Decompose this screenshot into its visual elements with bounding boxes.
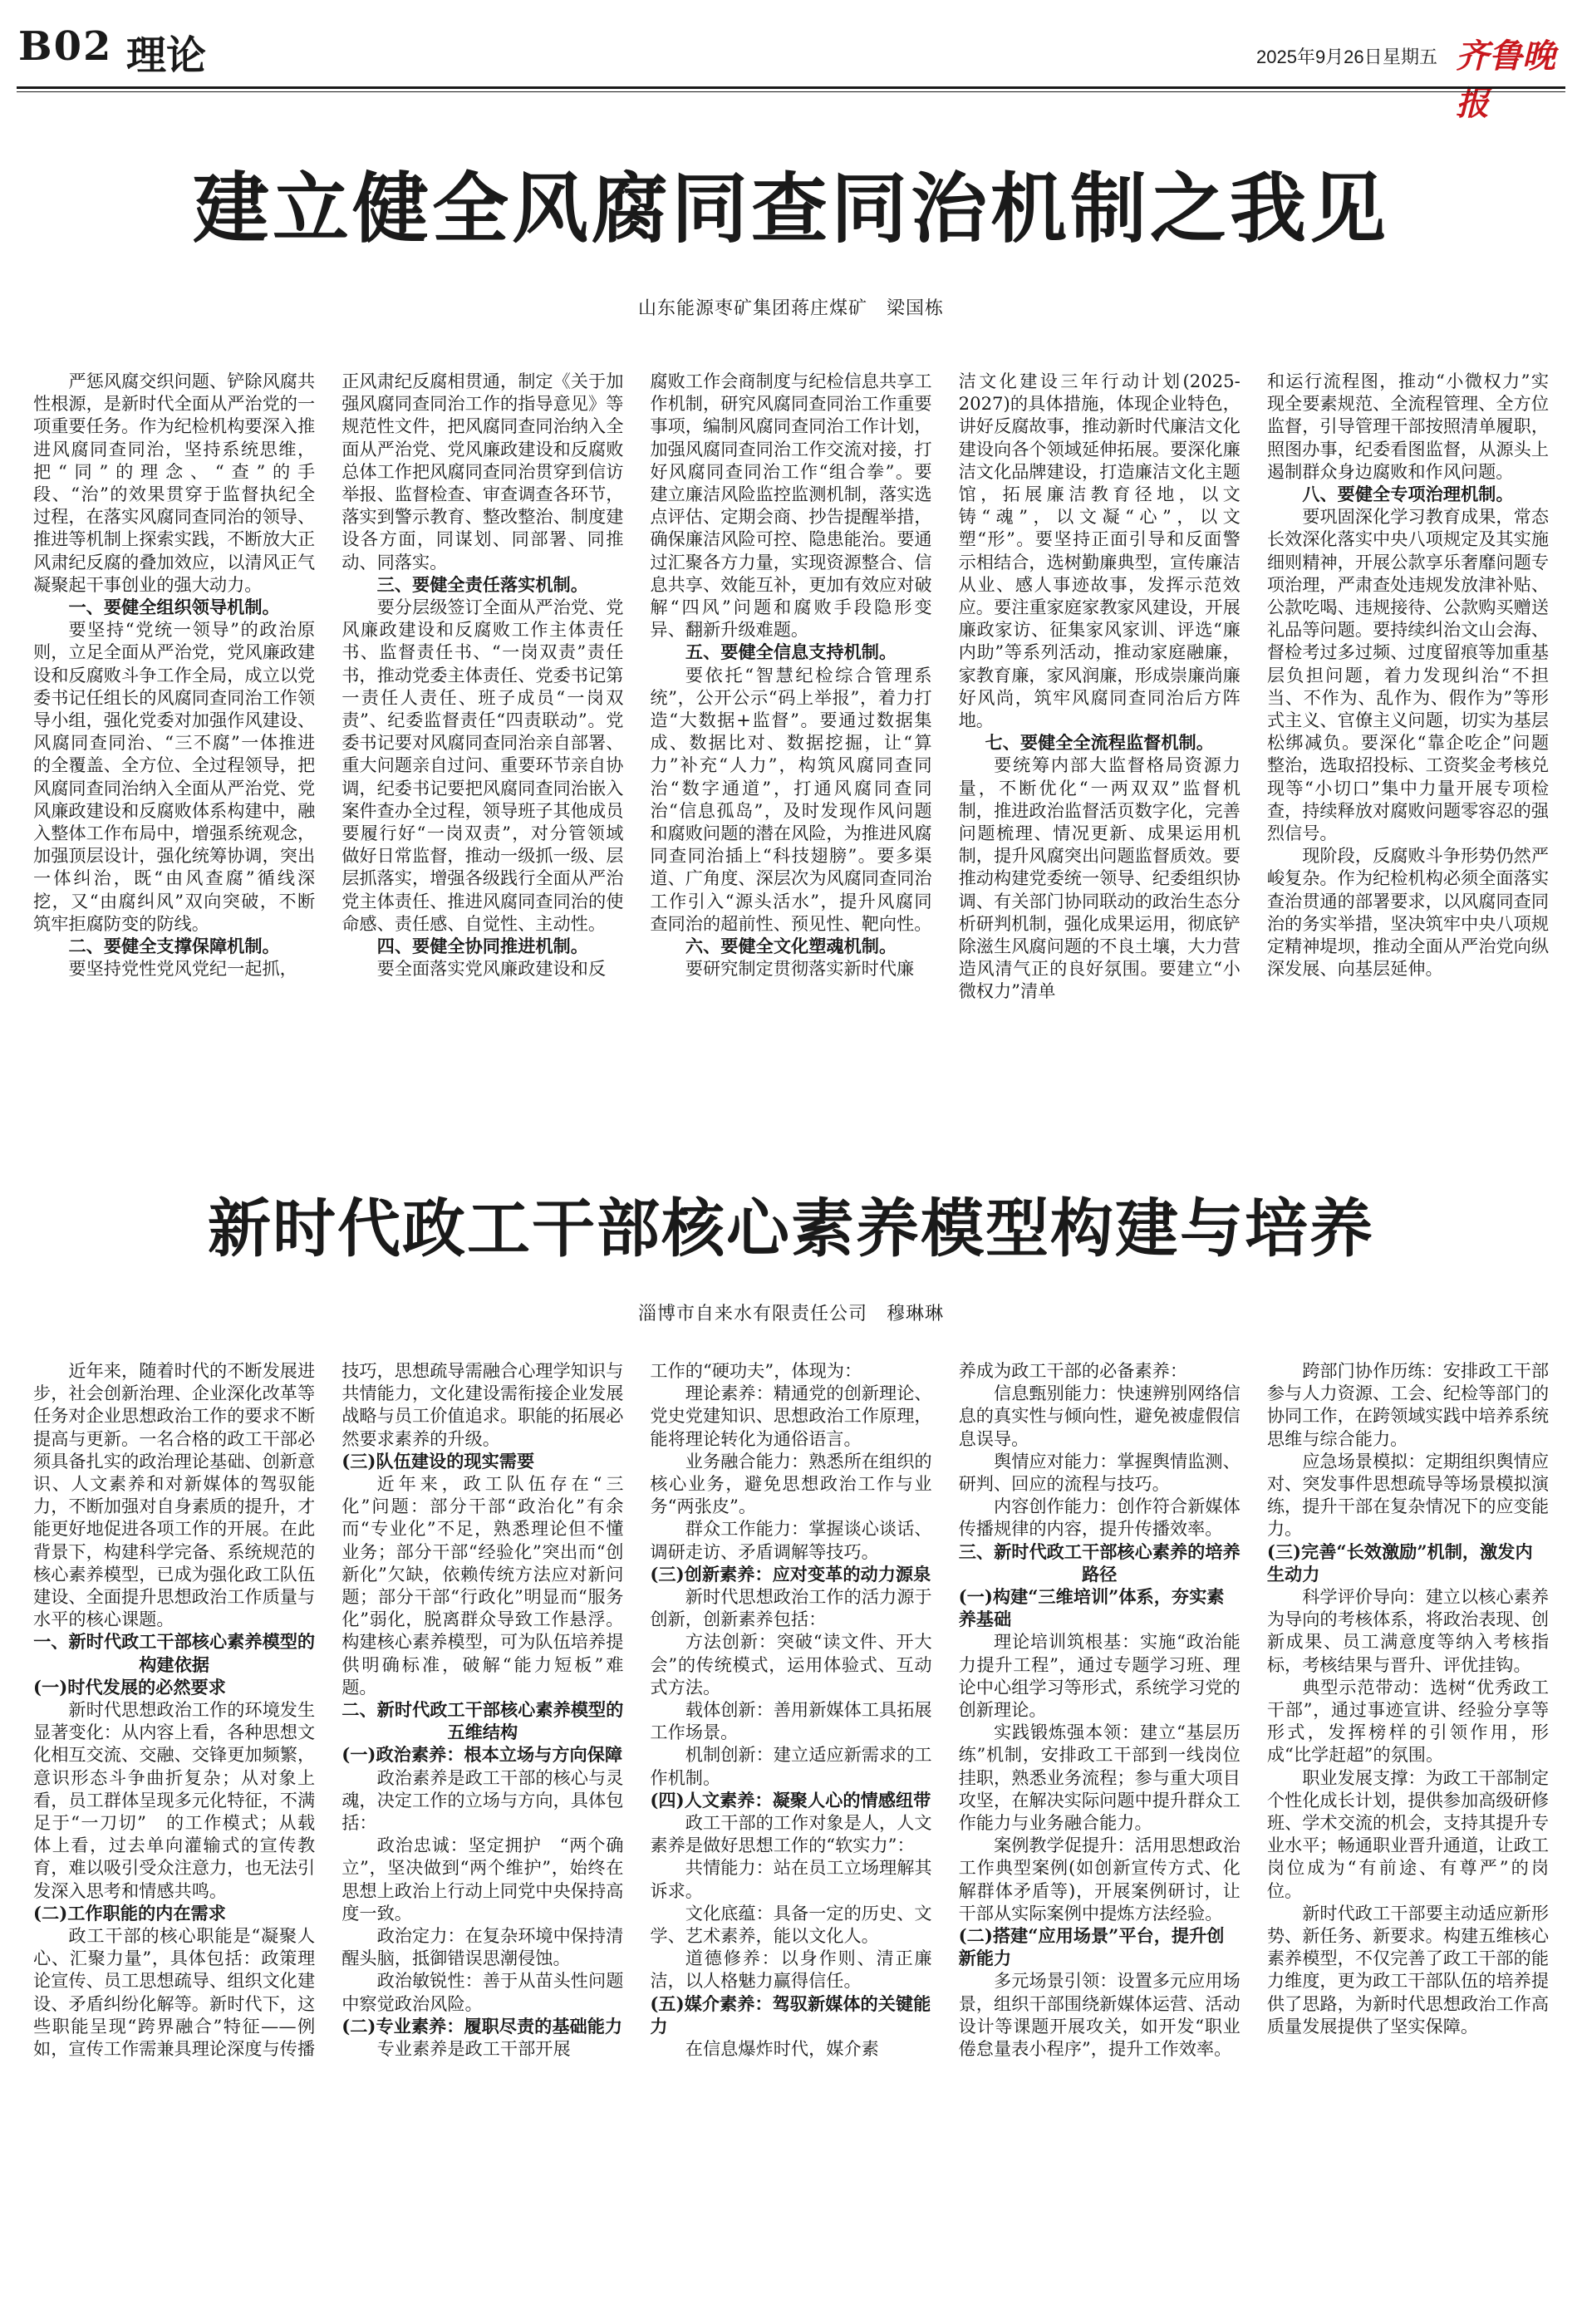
paragraph: 现阶段，反腐败斗争形势仍然严峻复杂。作为纪检机构必须全面落实查治贯通的部署要求，以风腐同查同治的务实举措，坚决筑牢中央八项规定精神堤坝，推动全面从严治党向纵深发展、向基层延伸。 bbox=[1266, 845, 1550, 980]
paragraph: 要依托“智慧纪检综合管理系统”，公开公示“码上举报”，着力打造“大数据+监督”。要通过数据集成、数据比对、数据挖掘，让“算力”补充“人力”，构筑风腐同查同治“数字通道”，打通风腐同查同治“信息孤岛”，及时发现作风问题和腐败问题的潜在风险，为推进风腐同查同治插上“科技翅膀”。要多渠道、广角度、深层次为风腐同查同治工作引入“源头活水”，提升风腐同查同治的超前性、预见性、靶向性。 bbox=[650, 664, 932, 934]
paragraph: 共情能力：站在员工立场理解其诉求。 bbox=[650, 1857, 932, 1901]
paragraph: 业务融合能力：熟悉所在组织的核心业务，避免思想政治工作与业务“两张皮”。 bbox=[650, 1450, 932, 1517]
paragraph: 要分层级签订全面从严治党、党风廉政建设和反腐败工作主体责任书、监督责任书、“一岗双责”责任书，推动党委主体责任、党委书记第一责任人责任、班子成员“一岗双责”、纪委监督责任“四责联动”。党委书记要对风腐同查同治亲自部署、重大问题亲自过问、重要环节亲自协调，纪委书记要把风腐同查同治嵌入案件查办全过程，领导班子其他成员要履行好“一岗双责”，对分管领域做好日常监督，推动一级抓一级、层层抓落实，增强各级践行全面从严治党主体责任、推进风腐同查同治的使命感、责任感、自觉性、主动性。 bbox=[341, 597, 624, 934]
subsection-heading: (五)媒介素养：驾驭新媒体的关键能力 bbox=[650, 1992, 931, 2037]
subsection-heading: (四)人文素养：凝聚人心的情感纽带 bbox=[650, 1789, 931, 1811]
paragraph: 机制创新：建立适应新需求的工作机制。 bbox=[650, 1744, 932, 1788]
paragraph: 政工干部的工作对象是人，人文素养是做好思想工作的“软实力”： bbox=[650, 1812, 932, 1856]
paragraph: 近年来，随着时代的不断发展进步，社会创新治理、企业深化改革等任务对企业思想政治工作的要求不断提高与更新。一名合格的政工干部必须具备扎实的政治理论基础、创新意识、人文素养和对新媒体的驾驭能力，不断加强对自身素质的提升，才能更好地促进各项工作的开展。在此背景下，构建科学完备、系统规范的核心素养模型，已成为强化政工队伍建设、全面提升思想政治工作质量与水平的核心课题。 bbox=[33, 1360, 316, 1630]
section-heading: 二、新时代政工干部核心素养模型的五维结构 bbox=[341, 1699, 624, 1743]
header-rule-thin bbox=[17, 91, 1565, 92]
section-heading: 四、要健全协同推进机制。 bbox=[376, 936, 588, 957]
paragraph: 要统筹内部大监督格局资源力量，不断优化“一两双双”监督机制，推进政治监督活页数字化，完善问题梳理、情况更新、成果运用机制，提升风腐突出问题监督质效。要推动构建党委统一领导、纪委组织协调、有关部门协同联动的政治生态分析研判机制，强化成果运用，彻底铲除滋生风腐问题的不良土壤，大力营造风清气正的良好氛围。要建立“小微权力”清单 bbox=[958, 754, 1241, 1002]
page-code: B02 bbox=[18, 23, 113, 70]
paragraph: 文化底蕴：具备一定的历史、文学、艺术素养，能以文化人。 bbox=[650, 1902, 932, 1947]
paragraph: 洁文化建设三年行动计划(2025-2027)的具体措施，体现企业特色，讲好反腐故事，推动新时代廉洁文化建设向各个领域延伸拓展。要深化廉洁文化品牌建设，打造廉洁文化主题馆，拓展廉洁教育径地，以文铸“魂”，以文凝“心”，以文塑“形”。要坚持正面引导和反面警示相结合，选树勤廉典型，宣传廉洁从业、感人事迹故事，发挥示范效应。要注重家庭家教家风建设，开展廉政家访、征集家风家训、评选“廉内助”等系列活动，推动家庭融廉，家教育廉，家风润廉，形成崇廉尚廉好风尚，筑牢风腐同查同治后方阵地。 bbox=[958, 371, 1241, 731]
paragraph: 实践锻炼强本领：建立“基层历练”机制，安排政工干部到一线岗位挂职，熟悉业务流程；参与重大项目攻坚，在解决实际问题中提升群众工作能力与业务融合能力。 bbox=[958, 1722, 1241, 1834]
section-name: 理论 bbox=[126, 32, 207, 79]
article1-title: 建立健全风腐同查同治机制之我见 bbox=[192, 164, 1389, 253]
article1-byline: 山东能源枣矿集团蒋庄煤矿 梁国栋 bbox=[637, 298, 944, 319]
paragraph: 理论培训筑根基：实施“政治能力提升工程”，通过专题学习班、理论中心组学习等形式，系统学习党的创新理论。 bbox=[958, 1631, 1241, 1721]
subsection-heading: (一)构建“三维培训”体系，夯实素养基础 bbox=[958, 1586, 1225, 1630]
subsection-heading: (一)政治素养：根本立场与方向保障 bbox=[341, 1744, 623, 1766]
paragraph: 要坚持“党统一领导”的政治原则，立足全面从严治党，党风廉政建设和反腐败斗争工作全局，成立以党委书记任组长的风腐同查同治工作领导小组，强化党委对加强作风建设、风腐同查同治、“三不腐”一体推进的全覆盖、全方位、全过程领导，把风腐同查同治纳入全面从严治党、党风廉政建设和反腐败体系构建中，融入整体工作布局中，增强系统观念，加强顶层设计，强化统筹协调，突出一体纠治，既“由风查腐”循线深挖，又“由腐纠风”双向突破，不断筑牢拒腐防变的防线。 bbox=[33, 619, 316, 934]
issue-weekday: 星期五 bbox=[1383, 47, 1438, 67]
section-heading: 三、要健全责任落实机制。 bbox=[376, 573, 588, 595]
article1-body bbox=[33, 370, 1549, 1205]
article2-col-1 bbox=[33, 1359, 315, 2307]
subsection-heading: (二)工作职能的内在需求 bbox=[33, 1902, 226, 1924]
paragraph: 政治素养是政工干部的核心与灵魂，决定工作的立场与方向，具体包括： bbox=[341, 1766, 624, 1834]
paragraph: 专业素养是政工干部开展 bbox=[376, 2038, 571, 2060]
article2-byline: 淄博市自来水有限责任公司 穆琳琳 bbox=[637, 1304, 944, 1324]
paragraph: 群众工作能力：掌握谈心谈话、调研走访、矛盾调解等技巧。 bbox=[650, 1518, 932, 1562]
paragraph: 科学评价导向：建立以核心素养为导向的考核体系，将政治表现、创新成果、员工满意度等纳入考核指标，考核结果与晋升、评优挂钩。 bbox=[1266, 1586, 1550, 1675]
article2-body bbox=[33, 1359, 1549, 2307]
section-heading: 一、要健全组织领导机制。 bbox=[68, 597, 280, 618]
article1-col-4 bbox=[959, 370, 1241, 1205]
subsection-heading: (二)专业素养：履职尽责的基础能力 bbox=[341, 2015, 623, 2037]
paragraph: 在信息爆炸时代，媒介素 bbox=[685, 2038, 879, 2060]
paragraph: 新时代政工干部要主动适应新形势、新任务、新要求。构建五维核心素养模型，不仅完善了政工干部的能力维度，更为政工干部队伍的培养提供了思路，为新时代思想政治工作高质量发展提供了坚实保障。 bbox=[1266, 1902, 1550, 2037]
article1-col-1 bbox=[33, 370, 315, 1205]
section-heading: 五、要健全信息支持机制。 bbox=[685, 641, 897, 663]
section-heading: 一、新时代政工干部核心素养模型的构建依据 bbox=[33, 1631, 316, 1675]
article1-col-5 bbox=[1267, 370, 1549, 1205]
subsection-heading: (三)队伍建设的现实需要 bbox=[341, 1450, 535, 1472]
paragraph: 要坚持党性党风党纪一起抓， bbox=[68, 958, 297, 980]
paragraph: 理论素养：精通党的创新理论、党史党建知识、思想政治工作原理，能将理论转化为通俗语言。 bbox=[650, 1383, 932, 1449]
paragraph: 要全面落实党风廉政建设和反 bbox=[376, 958, 607, 980]
subsection-heading: (三)完善“长效激励”机制，激发内生动力 bbox=[1266, 1540, 1533, 1585]
section-heading: 二、要健全支撑保障机制。 bbox=[68, 936, 280, 957]
subsection-heading: (三)创新素养：应对变革的动力源泉 bbox=[650, 1563, 931, 1585]
paragraph: 新时代思想政治工作的活力源于创新，创新素养包括： bbox=[650, 1586, 932, 1630]
paragraph: 信息甄别能力：快速辨别网络信息的真实性与倾向性，避免被虚假信息误导。 bbox=[958, 1383, 1241, 1449]
paragraph: 要研究制定贯彻落实新时代廉 bbox=[685, 958, 915, 980]
paragraph: 技巧，思想疏导需融合心理学知识与共情能力，文化建设需衔接企业发展战略与员工价值追求。职能的拓展必然要求素养的升级。 bbox=[341, 1360, 624, 1449]
paragraph: 政治定力：在复杂环境中保持清醒头脑，抵御错误思潮侵蚀。 bbox=[341, 1925, 624, 1969]
paragraph: 跨部门协作历练：安排政工干部参与人力资源、工会、纪检等部门的协同工作，在跨领域实践中培养系统思维与综合能力。 bbox=[1266, 1360, 1550, 1449]
section-heading: 六、要健全文化塑魂机制。 bbox=[685, 936, 897, 957]
article2-col-4 bbox=[959, 1359, 1241, 2307]
paragraph: 养成为政工干部的必备素养： bbox=[958, 1360, 1188, 1381]
paragraph: 正风肃纪反腐相贯通，制定《关于加强风腐同查同治工作的指导意见》等规范性文件，把风腐同查同治纳入全面从严治党、党风廉政建设和反腐败总体工作把风腐同查同治贯穿到信访举报、监督检查、审查调查各环节，落实到警示教育、整改整治、制度建设各方面，同谋划、同部署、同推动、同落实。 bbox=[341, 371, 624, 572]
paragraph: 政治忠诚：坚定拥护 “两个确立”，坚决做到“两个维护”，始终在思想上政治上行动上同党中央保持高度一致。 bbox=[341, 1835, 624, 1924]
article1-col-3 bbox=[650, 370, 931, 1205]
paragraph: 职业发展支撑：为政工干部制定个性化成长计划，提供参加高级研修班、学术交流的机会，支持其提升专业水平；畅通职业晋升通道，让政工岗位成为“有前途、有尊严”的岗位。 bbox=[1266, 1766, 1550, 1901]
paragraph: 道德修养：以身作则、清正廉洁，以人格魅力赢得信任。 bbox=[650, 1948, 932, 1992]
paragraph: 方法创新：突破“读文件、开大会”的传统模式，运用体验式、互动式方法。 bbox=[650, 1631, 932, 1698]
paragraph: 多元场景引领：设置多元应用场景，组织干部围绕新媒体运营、活动设计等课题开展攻关，如开发“职业倦怠量表小程序”，提升工作效率。 bbox=[958, 1970, 1241, 2060]
article2-col-5 bbox=[1267, 1359, 1549, 2307]
section-heading: 七、要健全全流程监督机制。 bbox=[985, 732, 1214, 754]
paragraph: 新时代思想政治工作的环境发生显著变化：从内容上看，各种思想文化相互交流、交融、交锋更加频繁，意识形态斗争曲折复杂；从对象上看，员工群体呈现多元化特征，不满足于“一刀切” 的工作模式；从载体上看，过去单向灌输式的宣传教育，难以吸引受众注意力，也无法引发深入思考和情感共鸣。 bbox=[33, 1699, 316, 1901]
paragraph: 典型示范带动：选树“优秀政工干部”，通过事迹宣讲、经验分享等形式，发挥榜样的引领作用，形成“比学赶超”的氛围。 bbox=[1266, 1676, 1550, 1766]
subsection-heading: (一)时代发展的必然要求 bbox=[33, 1676, 226, 1698]
paragraph: 内容创作能力：创作符合新媒体传播规律的内容，提升传播效率。 bbox=[958, 1496, 1241, 1540]
paragraph: 严惩风腐交织问题、铲除风腐共性根源，是新时代全面从严治党的一项重要任务。作为纪检机构要深入推进风腐同查同治，坚持系统思维，把“同”的理念、“查”的手段、“治”的效果贯穿于监督执纪全过程，在落实风腐同查同治的领导、推进等机制上探索实践，不断放大正风肃纪反腐的叠加效应，以清风正气凝聚起干事创业的强大动力。 bbox=[33, 371, 316, 595]
paragraph: 案例教学促提升：活用思想政治工作典型案例(如创新宣传方式、化解群体矛盾等)，开展案例研讨，让干部从实际案例中提炼方法经验。 bbox=[958, 1835, 1241, 1924]
article2-col-3 bbox=[650, 1359, 931, 2307]
newspaper-logo: 齐鲁晚报 bbox=[1456, 37, 1555, 123]
section-heading: 八、要健全专项治理机制。 bbox=[1302, 484, 1514, 505]
paragraph: 政工干部的核心职能是“凝聚人心、汇聚力量”，具体包括：政策理论宣传、员工思想疏导、组织文化建设、矛盾纠纷化解等。新时代下，这些职能呈现“跨界融合”特征——例如，宣传工作需兼具理论深度与传播 bbox=[33, 1925, 316, 2060]
paragraph: 载体创新：善用新媒体工具拓展工作场景。 bbox=[650, 1699, 932, 1743]
article2-col-2 bbox=[341, 1359, 623, 2307]
header-rule bbox=[17, 86, 1565, 89]
article1-col-2 bbox=[341, 370, 623, 1205]
paragraph: 要巩固深化学习教育成果，常态长效深化落实中央八项规定及其实施细则精神，开展公款享乐奢靡问题专项治理，严肃查处违规发放津补贴、公款吃喝、违规接待、公款购买赠送礼品等问题。要持续纠治文山会海、督检考过多过频、过度留痕等加重基层负担问题，着力发现纠治“不担当、不作为、乱作为、假作为”等形式主义、官僚主义问题，切实为基层松绑减负。要深化“靠企吃企”问题整治，选取招投标、工资奖金考核兑现等“小切口”集中力量开展专项检查，持续释放对腐败问题零容忍的强烈信号。 bbox=[1266, 506, 1550, 844]
paragraph: 舆情应对能力：掌握舆情监测、研判、回应的流程与技巧。 bbox=[958, 1450, 1241, 1495]
paragraph: 政治敏锐性：善于从苗头性问题中察觉政治风险。 bbox=[341, 1970, 624, 2014]
issue-date: 2025年9月26日 bbox=[1256, 47, 1383, 67]
paragraph: 工作的“硬功夫”，体现为： bbox=[650, 1360, 862, 1381]
paragraph: 和运行流程图，推动“小微权力”实现全要素规范、全流程管理、全方位监督，引导管理干部按照清单履职，照图办事，纪委看图监督，从源头上遏制群众身边腐败和作风问题。 bbox=[1266, 371, 1550, 482]
paragraph: 应急场景模拟：定期组织舆情应对、突发事件思想疏导等场景模拟演练，提升干部在复杂情况下的应变能力。 bbox=[1266, 1450, 1550, 1540]
section-heading: 三、新时代政工干部核心素养的培养路径 bbox=[958, 1540, 1241, 1585]
article2-title: 新时代政工干部核心素养模型构建与培养 bbox=[208, 1191, 1374, 1265]
paragraph: 近年来，政工队伍存在“三化”问题：部分干部“政治化”有余而“专业化”不足，熟悉理论但不懂业务；部分干部“经验化”突出而“创新化”欠缺，依赖传统方法应对新问题；部分干部“行政化”明显而“服务化”弱化，脱离群众导致工作悬浮。构建核心素养模型，可为队伍培养提供明确标准，破解“能力短板”难题。 bbox=[341, 1473, 624, 1698]
subsection-heading: (二)搭建“应用场景”平台，提升创新能力 bbox=[958, 1925, 1225, 1969]
paragraph: 腐败工作会商制度与纪检信息共享工作机制，研究风腐同查同治工作重要事项，编制风腐同查同治工作计划，加强风腐同查同治工作交流对接，打好风腐同查同治工作“组合拳”。要建立廉洁风险监控监测机制，落实选点评估、定期会商、抄告提醒举措，确保廉洁风险可控、隐患能治。要通过汇聚各方力量，实现资源整合、信息共享、效能互补，更加有效应对破解“四风”问题和腐败手段隐形变异、翻新升级难题。 bbox=[650, 371, 932, 641]
